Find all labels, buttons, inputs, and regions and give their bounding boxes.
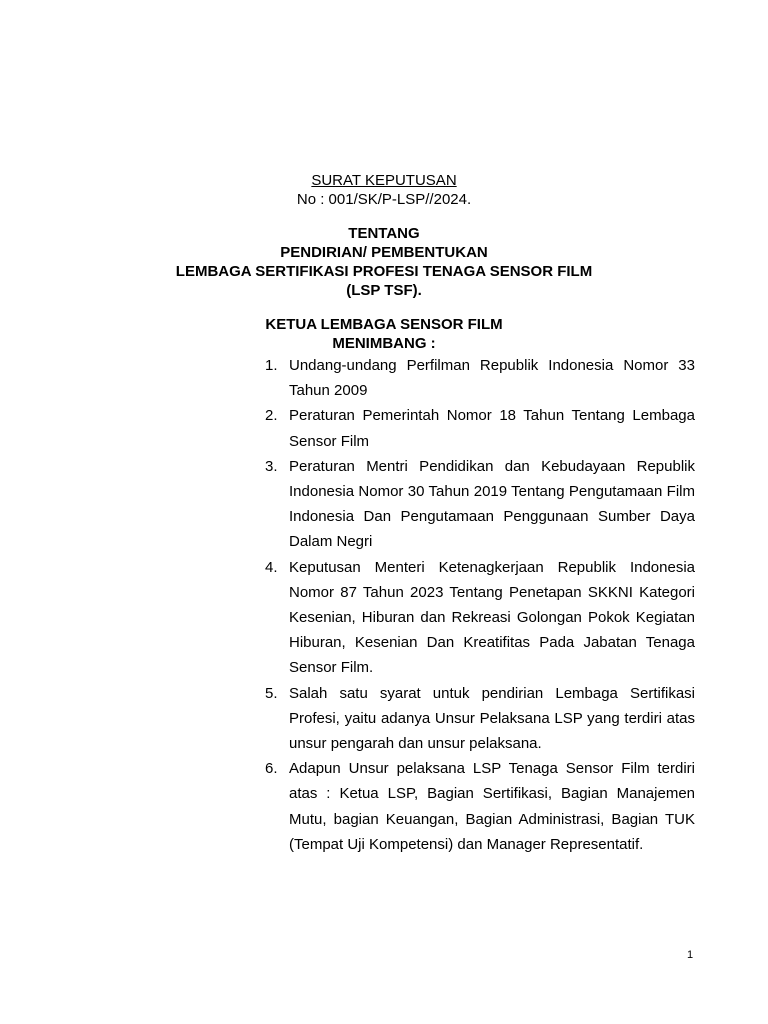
list-item-text: Adapun Unsur pelaksana LSP Tenaga Sensor Film terdiri atas : Ketua LSP, Bagian Sertifikasi, Bagian Manajemen Mutu, bagian Keuangan, Bagian Administrasi, Bagian TUK (Tempat Uji Kompetensi) dan Manager Representatif. (289, 760, 695, 853)
subject-line-1: PENDIRIAN/ PEMBENTUKAN (280, 244, 488, 261)
list-item-text: Peraturan Mentri Pendidikan dan Kebudayaan Republik Indonesia Nomor 30 Tahun 2019 Tentang Pengutamaan Film Indonesia Dan Pengutamaan Penggunaan Sumber Daya Dalam Negri (289, 457, 695, 551)
list-item (260, 681, 695, 757)
list-item-number: 1. (265, 357, 278, 374)
list-item-text: Keputusan Menteri Ketenagkerjaan Republik Indonesia Nomor 87 Tahun 2023 Tentang Penetapan SKKNI Kategori Kesenian, Hiburan dan Rekreasi Golongan Pokok Kegiatan Hiburan, Kesenian Dan Kreatifitas Pada Jabatan Tenaga Sensor Film. (289, 558, 695, 677)
list-item (260, 403, 695, 453)
list-item (260, 454, 695, 555)
list-item-number: 2. (265, 407, 278, 425)
about-label: TENTANG (348, 225, 420, 242)
list-item (260, 353, 695, 403)
list-item-text: Salah satu syarat untuk pendirian Lembaga Sertifikasi Profesi, yaitu adanya Unsur Pelaksana LSP yang terdiri atas unsur pengarah dan unsur pelaksana. (289, 684, 695, 753)
decree-title: SURAT KEPUTUSAN (311, 172, 457, 189)
decree-number: No : 001/SK/P-LSP//2024. (296, 191, 472, 208)
list-item-text: Undang-undang Perfilman Republik Indonesia Nomor 33 Tahun 2009 (289, 357, 695, 400)
list-item-number: 4. (265, 558, 278, 576)
list-item-number: 6. (265, 760, 278, 778)
issuer-title: KETUA LEMBAGA SENSOR FILM (265, 316, 503, 333)
document-header (0, 171, 768, 353)
considering-heading: MENIMBANG : (332, 335, 436, 352)
list-item-number: 5. (265, 684, 278, 702)
list-item (260, 756, 695, 857)
list-item-text: Peraturan Pemerintah Nomor 18 Tahun Tentang Lembaga Sensor Film (289, 407, 695, 450)
list-item (260, 555, 695, 681)
subject-line-2: LEMBAGA SERTIFIKASI PROFESI TENAGA SENSOR FILM (175, 263, 593, 280)
considerations-list (260, 353, 695, 857)
subject-line-3: (LSP TSF). (346, 282, 422, 299)
page-number: 1 (686, 949, 694, 961)
list-item-number: 3. (265, 457, 278, 475)
